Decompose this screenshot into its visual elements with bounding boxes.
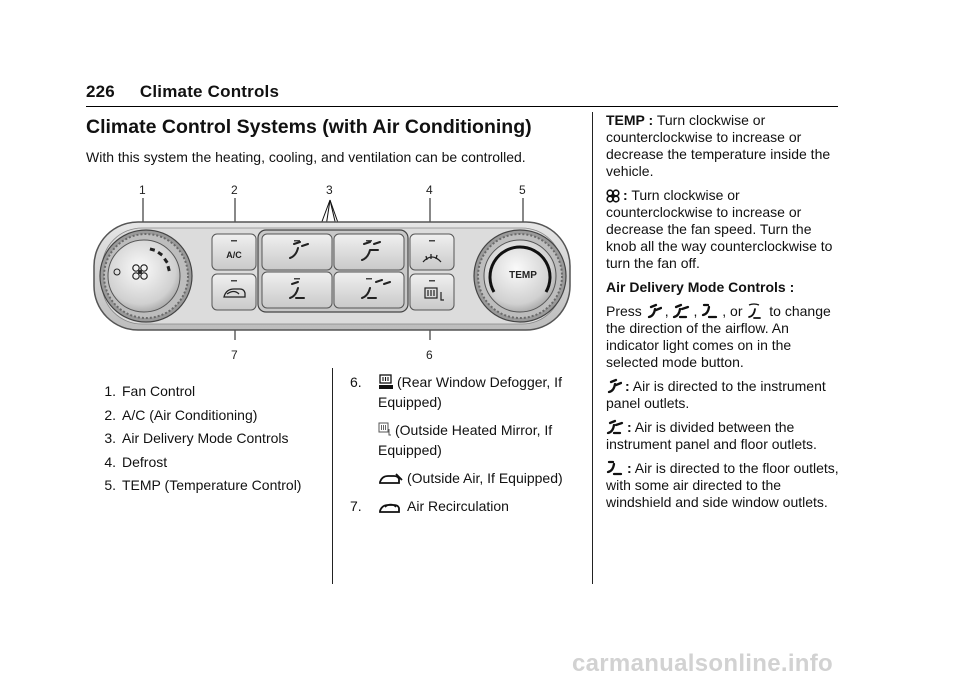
description-column [606, 112, 842, 518]
temp-dial-label: TEMP [509, 270, 537, 281]
list-item-6-sub-outside-air: (Outside Air, If Equipped) [378, 468, 580, 488]
mode2-paragraph: : Air is divided between the instrument panel and floor outlets. [606, 419, 817, 452]
list-item: 1. Fan Control [104, 383, 196, 399]
list-item-6-sub-mirror: (Outside Heated Mirror, If Equipped) [378, 422, 553, 458]
list-item: 2. A/C (Air Conditioning) [104, 406, 258, 423]
legend-list-left [90, 380, 301, 498]
fan-icon [606, 189, 620, 203]
adm-paragraph: Press , , , or to change the direction of the airflow. An indicator light comes on in the selected mode button. [606, 303, 831, 370]
list-item: 3. Air Delivery Mode Controls [104, 430, 289, 446]
list-item: 4. Defrost [104, 453, 168, 470]
rear-defogger-icon [378, 374, 394, 390]
vent-mode-icon [606, 378, 622, 394]
callout-5: 5 [519, 183, 526, 197]
floor-mode-icon [701, 303, 719, 319]
list-item-7: 7. Air Recirculation [350, 498, 509, 514]
adm-heading: Air Delivery Mode Controls : [606, 279, 795, 295]
column-divider-right [592, 112, 593, 584]
outside-air-icon [378, 472, 404, 486]
page-header [86, 82, 279, 102]
rear-defogger-button[interactable] [410, 274, 454, 310]
header-rule [86, 106, 838, 107]
list-item-6: 6. (Rear Window Defogger, If Equipped) [350, 374, 562, 410]
floor-defrost-mode-icon [746, 303, 762, 319]
callout-2: 2 [231, 183, 238, 197]
callout-4: 4 [426, 183, 433, 197]
list-item: 5. TEMP (Temperature Control) [104, 477, 302, 493]
fan-paragraph: : Turn clockwise or counterclockwise to increase or decrease the fan speed. Turn the knob all the way counterclockwise to turn the fan off. [606, 187, 833, 271]
watermark: carmanualsonline.info [572, 650, 834, 677]
mode3-paragraph: : Air is directed to the floor outlets, with some air directed to the windshield and side window outlets. [606, 460, 839, 510]
callout-7: 7 [231, 348, 238, 362]
page-number: 226 [86, 82, 115, 101]
page-title: Climate Control Systems (with Air Conditioning) [86, 116, 532, 138]
legend-list-right [350, 372, 580, 524]
recirculation-icon [378, 500, 404, 514]
intro-text: With this system the heating, cooling, and ventilation can be controlled. [86, 149, 526, 165]
callout-6: 6 [426, 348, 433, 362]
column-divider-left [332, 368, 333, 584]
bilevel-mode-icon [606, 419, 624, 435]
section-title: Climate Controls [139, 82, 280, 101]
vent-mode-icon [646, 303, 662, 319]
callout-3: 3 [326, 183, 333, 197]
climate-panel-figure [86, 196, 578, 346]
ac-button-label: A/C [226, 250, 242, 260]
bilevel-mode-icon [672, 303, 690, 319]
heated-mirror-icon [378, 422, 392, 438]
temp-paragraph: TEMP : Turn clockwise or counterclockwise to increase or decrease the temperature inside the vehicle. [606, 112, 831, 179]
floor-mode-icon [606, 460, 624, 476]
mode1-paragraph: : Air is directed to the instrument panel outlets. [606, 378, 826, 411]
callout-1: 1 [139, 183, 146, 197]
defrost-button[interactable] [410, 234, 454, 270]
